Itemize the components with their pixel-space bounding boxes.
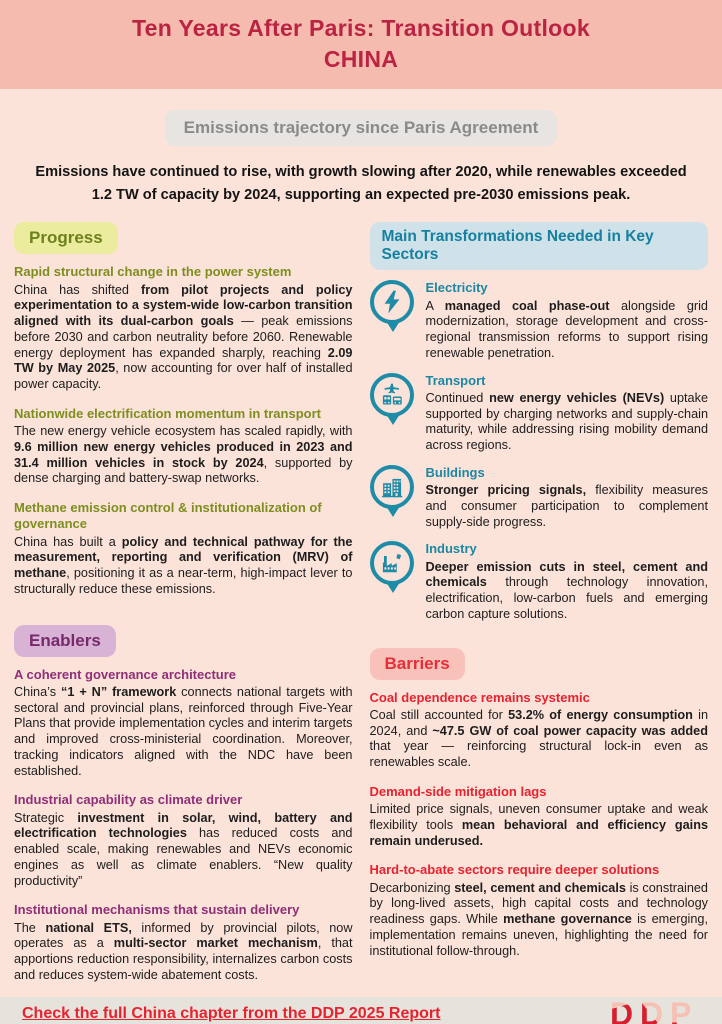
section-body: Strategic investment in solar, wind, battery and electrification technologies has reduced costs and enabled scale, making renewables and NEVs economic engines as well as climate enablers. “New quality productivity”: [14, 810, 353, 888]
section-heading: Institutional mechanisms that sustain delivery: [14, 902, 300, 918]
section-heading: Rapid structural change in the power system: [14, 264, 292, 280]
progress-section-title: Progress: [14, 222, 118, 254]
transport-icon: [370, 373, 416, 431]
content-columns: [0, 210, 722, 996]
header: [0, 0, 722, 89]
logo-letter: D: [640, 996, 664, 1024]
sector-heading: Transport: [425, 372, 486, 388]
progress-section: [14, 406, 353, 487]
section-heading: Industrial capability as climate driver: [14, 792, 243, 808]
section-body: Limited price signals, uneven consumer uptake and weak flexibility tools mean behavioral and efficiency gains remain underused.: [369, 802, 708, 848]
section-body: Decarbonizing steel, cement and chemicals is constrained by long-lived assets, high capital costs and technology readiness gaps. While methane governance is emerging, implementation remains uneven, highlighting the need for institutional follow-through.: [369, 880, 708, 958]
section-heading: Nationwide electrification momentum in transport: [14, 405, 321, 421]
footer: [0, 997, 722, 1024]
sector-body: A managed coal phase-out alongside grid modernization, storage development and cross-regional transmission reforms to support rising renewable penetration.: [425, 298, 708, 360]
enablers-section: [14, 667, 353, 780]
barriers-section: [370, 784, 709, 850]
right-column: [370, 220, 709, 996]
section-body: China’s “1 + N” framework connects national targets with sectoral and provincial plans, reinforced through Five-Year Plans that provide implementation cycles and interim targets and improved cross-ministerial coordination. Moreover, tracking indicators aligned with the NDC have been established.: [14, 684, 353, 778]
sector-item-industry: [370, 541, 709, 622]
section-heading: Methane emission control & institutionalization of governance: [14, 500, 322, 532]
page-title: Ten Years After Paris: Transition Outlook: [132, 15, 590, 41]
progress-section: [14, 500, 353, 598]
ddp-logo: [610, 997, 702, 1024]
sector-item-buildings: [370, 465, 709, 531]
section-heading: Coal dependence remains systemic: [369, 689, 590, 705]
buildings-icon: [370, 465, 416, 523]
left-column: [14, 220, 353, 996]
sector-body: Stronger pricing signals, flexibility measures and consumer participation to complement supply-side progress.: [425, 483, 708, 529]
barriers-section: [370, 690, 709, 771]
sector-heading: Buildings: [425, 464, 485, 480]
sector-item-electricity: [370, 280, 709, 361]
barriers-section: [370, 862, 709, 959]
section-heading: Hard-to-abate sectors require deeper solutions: [369, 862, 660, 878]
progress-section: [14, 264, 353, 393]
transformations-section-title: Main Transformations Needed in Key Sectors: [370, 222, 709, 270]
subtitle-badge: Emissions trajectory since Paris Agreement: [165, 110, 558, 146]
logo-letter: P: [670, 996, 692, 1024]
sector-item-transport: [370, 373, 709, 454]
electricity-icon: [370, 280, 416, 338]
intro-summary: Emissions have continued to rise, with growth slowing after 2020, while renewables exceeded 1.2 TW of capacity by 2024, supporting an expected pre-2030 emissions peak.: [35, 164, 687, 203]
industry-icon: [370, 541, 416, 599]
report-link[interactable]: Check the full China chapter from the DDP 2025 Report: [22, 1004, 441, 1022]
section-body: The national ETS, informed by provincial pilots, now operates as a multi-sector market mechanism, that apportions reduction responsibility, internalizes carbon costs and reduces system-wide abatement costs.: [14, 920, 353, 982]
section-body: China has shifted from pilot projects and policy experimentation to a system-wide low-carbon transition aligned with its dual-carbon goals — peak emissions before 2030 and carbon neutrality before 2060. Renewable energy deployment has expanded sharply, reaching 2.09 TW by May 2025, now accounting for over half of installed power capacity.: [14, 282, 353, 392]
sector-body: Deeper emission cuts in steel, cement and chemicals through technology innovation, electrification, low-carbon fuels and emerging carbon capture solutions.: [425, 559, 708, 621]
logo-letter: D: [610, 996, 634, 1024]
section-body: China has built a policy and technical pathway for the measurement, reporting and verification (MRV) of methane, positioning it as a near-term, high-impact lever to structurally reduce these emissions.: [14, 534, 353, 596]
section-body: The new energy vehicle ecosystem has scaled rapidly, with 9.6 million new energy vehicles produced in 2023 and 31.4 million vehicles in stock by 2024, supported by dense charging and battery-swap networks.: [14, 424, 353, 486]
badge-row: [0, 110, 722, 146]
page-title-country: CHINA: [323, 46, 399, 73]
section-heading: A coherent governance architecture: [14, 666, 237, 682]
section-heading: Demand-side mitigation lags: [369, 783, 547, 799]
sector-body: Continued new energy vehicles (NEVs) uptake supported by charging networks and supply-chain maturity, while addressing rising mobility demand across regions.: [425, 390, 708, 453]
sector-heading: Industry: [425, 541, 477, 557]
enablers-section-title: Enablers: [14, 625, 116, 657]
barriers-section-title: Barriers: [370, 648, 465, 680]
section-body: Coal still accounted for 53.2% of energy consumption in 2024, and ~47.5 GW of coal power capacity was added that year — reinforcing structural lock-in even as renewables scale.: [369, 707, 709, 770]
enablers-section: [14, 902, 353, 983]
enablers-section: [14, 792, 353, 889]
sector-heading: Electricity: [425, 280, 488, 296]
